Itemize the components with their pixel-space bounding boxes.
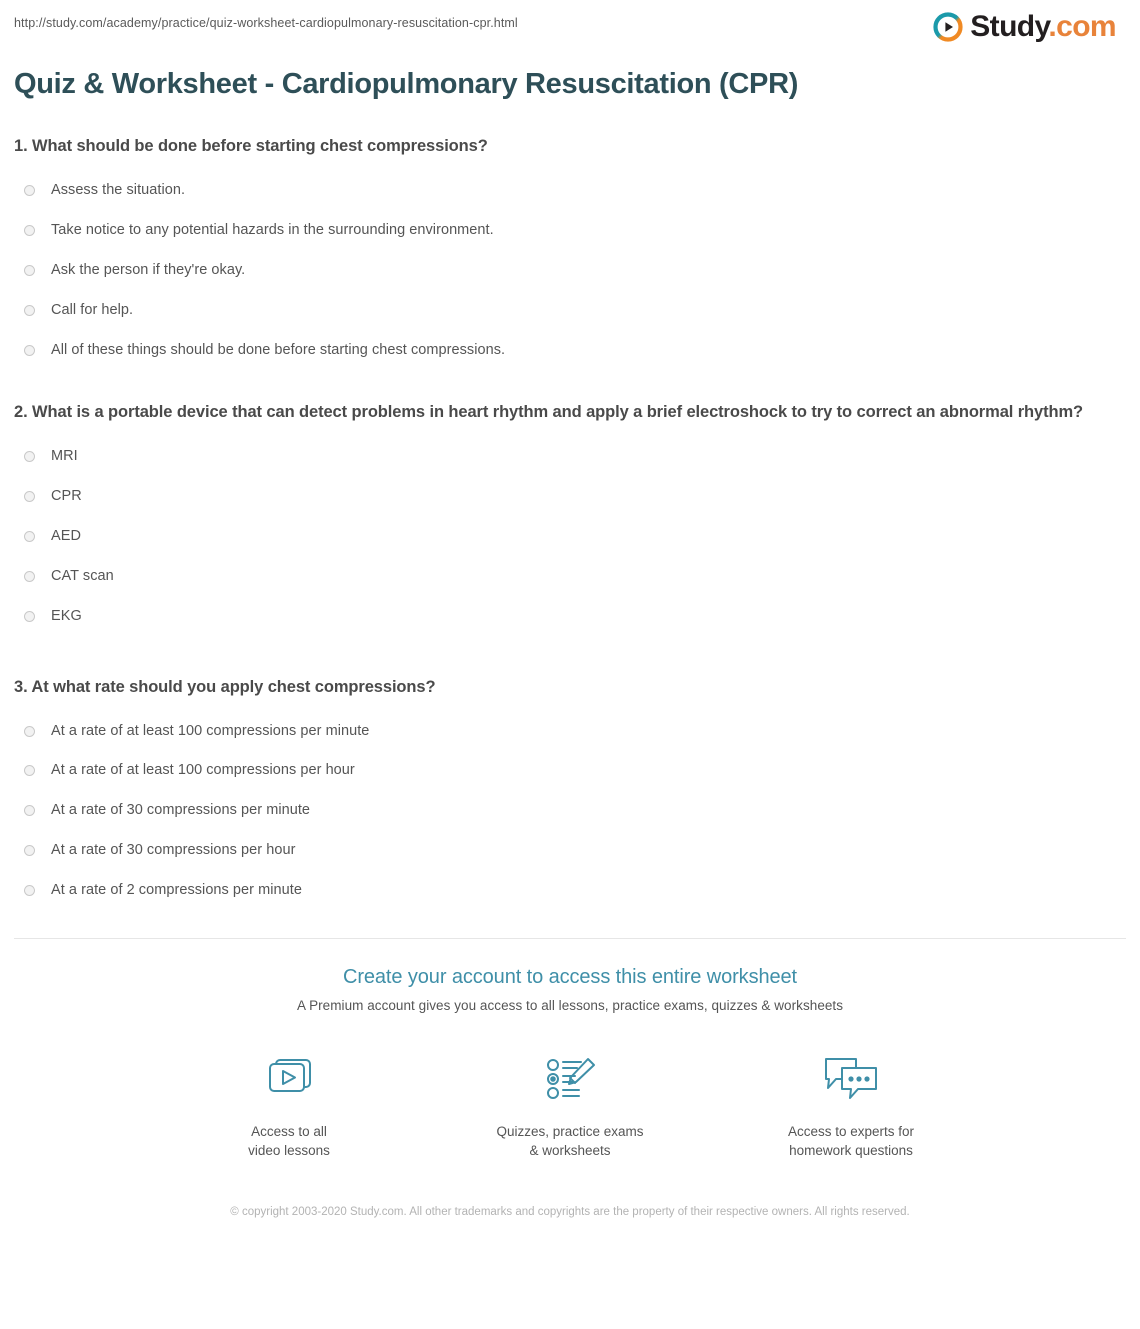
answer-option-label: Call for help. xyxy=(51,301,134,318)
copyright-notice: © copyright 2003-2020 Study.com. All other trademarks and copyrights are the property of their respective owners. All rights reserved. xyxy=(230,1206,910,1219)
answer-option-label: AED xyxy=(51,528,81,545)
brand-wordmark xyxy=(970,12,1116,42)
radio-button-icon[interactable] xyxy=(24,491,35,502)
feature-caption-line2: video lessons xyxy=(248,1142,330,1158)
feature-caption xyxy=(764,1122,939,1160)
page-url: http://study.com/academy/practice/quiz-worksheet-cardiopulmonary-resuscitation-cpr.html xyxy=(14,16,518,30)
feature-video-lessons xyxy=(202,1049,377,1160)
promo-section xyxy=(0,939,1140,1222)
answer-option[interactable] xyxy=(14,761,1126,780)
question-block-3 xyxy=(14,676,1126,900)
play-circle-icon xyxy=(933,12,963,42)
speech-bubbles-icon xyxy=(764,1049,939,1111)
question-text: 1. What should be done before starting chest compressions? xyxy=(14,137,488,156)
radio-button-icon[interactable] xyxy=(24,805,35,816)
answer-option-label: MRI xyxy=(51,448,78,465)
quiz-questions-list xyxy=(0,135,1140,899)
radio-button-icon[interactable] xyxy=(24,726,35,737)
study-com-logo[interactable] xyxy=(933,12,1126,42)
answer-option-label: At a rate of 2 compressions per minute xyxy=(51,881,302,898)
answer-option[interactable] xyxy=(14,447,1126,466)
feature-caption-line1: Quizzes, practice exams xyxy=(496,1123,644,1139)
feature-quizzes xyxy=(483,1049,658,1160)
answer-option-label: Take notice to any potential hazards in the surrounding environment. xyxy=(51,222,494,239)
answer-option-label: At a rate of 30 compressions per minute xyxy=(51,802,311,819)
answer-option[interactable] xyxy=(14,221,1126,240)
answer-option[interactable] xyxy=(14,181,1126,200)
promo-features xyxy=(0,1049,1140,1160)
radio-button-icon[interactable] xyxy=(24,765,35,776)
answer-option-label: CPR xyxy=(51,488,82,505)
feature-caption-line2: & worksheets xyxy=(529,1142,611,1158)
answer-option[interactable] xyxy=(14,881,1126,900)
feature-caption-line2: homework questions xyxy=(789,1142,913,1158)
answer-option[interactable] xyxy=(14,722,1126,741)
question-text: 2. What is a portable device that can detect problems in heart rhythm and apply a brief electroshock to try to correct an abnormal rhythm? xyxy=(14,403,1084,422)
radio-button-icon[interactable] xyxy=(24,885,35,896)
answer-option[interactable] xyxy=(14,301,1126,320)
feature-caption-line1: Access to experts for xyxy=(787,1123,915,1139)
answer-option-label: CAT scan xyxy=(51,567,114,584)
radio-button-icon[interactable] xyxy=(24,845,35,856)
brand-name: Study xyxy=(970,10,1049,43)
radio-button-icon[interactable] xyxy=(24,451,35,462)
answer-option-label: At a rate of 30 compressions per hour xyxy=(51,842,296,859)
answer-option[interactable] xyxy=(14,567,1126,586)
page-header xyxy=(0,0,1140,52)
feature-caption-line1: Access to all xyxy=(251,1123,327,1139)
video-lessons-icon xyxy=(202,1049,377,1111)
page-title: Quiz & Worksheet - Cardiopulmonary Resuscitation (CPR) xyxy=(14,68,799,100)
question-text: 3. At what rate should you apply chest compressions? xyxy=(14,677,436,696)
answer-option[interactable] xyxy=(14,607,1126,626)
radio-button-icon[interactable] xyxy=(24,305,35,316)
answer-option[interactable] xyxy=(14,341,1126,360)
answer-option[interactable] xyxy=(14,261,1126,280)
feature-caption xyxy=(483,1122,658,1160)
answer-option[interactable] xyxy=(14,801,1126,820)
create-account-link[interactable]: Create your account to access this entire worksheet xyxy=(342,965,797,988)
answer-option-label: At a rate of at least 100 compressions per hour xyxy=(51,762,355,779)
feature-caption xyxy=(202,1122,377,1160)
radio-button-icon[interactable] xyxy=(24,185,35,196)
answer-option-label: Assess the situation. xyxy=(51,182,186,199)
radio-button-icon[interactable] xyxy=(24,611,35,622)
brand-suffix: .com xyxy=(1048,10,1116,43)
radio-button-icon[interactable] xyxy=(24,225,35,236)
radio-button-icon[interactable] xyxy=(24,571,35,582)
answer-option-label: All of these things should be done before starting chest compressions. xyxy=(51,341,506,358)
quiz-pencil-icon xyxy=(483,1049,658,1111)
answer-option-label: Ask the person if they're okay. xyxy=(51,261,246,278)
answer-option-label: EKG xyxy=(51,607,82,624)
answer-option[interactable] xyxy=(14,487,1126,506)
radio-button-icon[interactable] xyxy=(24,345,35,356)
question-block-2 xyxy=(14,401,1126,625)
answer-option[interactable] xyxy=(14,841,1126,860)
radio-button-icon[interactable] xyxy=(24,531,35,542)
promo-subheadline: A Premium account gives you access to all lessons, practice exams, quizzes & worksheets xyxy=(296,997,844,1013)
question-block-1 xyxy=(14,135,1126,359)
answer-option[interactable] xyxy=(14,527,1126,546)
feature-experts xyxy=(764,1049,939,1160)
radio-button-icon[interactable] xyxy=(24,265,35,276)
answer-option-label: At a rate of at least 100 compressions per minute xyxy=(51,722,370,739)
